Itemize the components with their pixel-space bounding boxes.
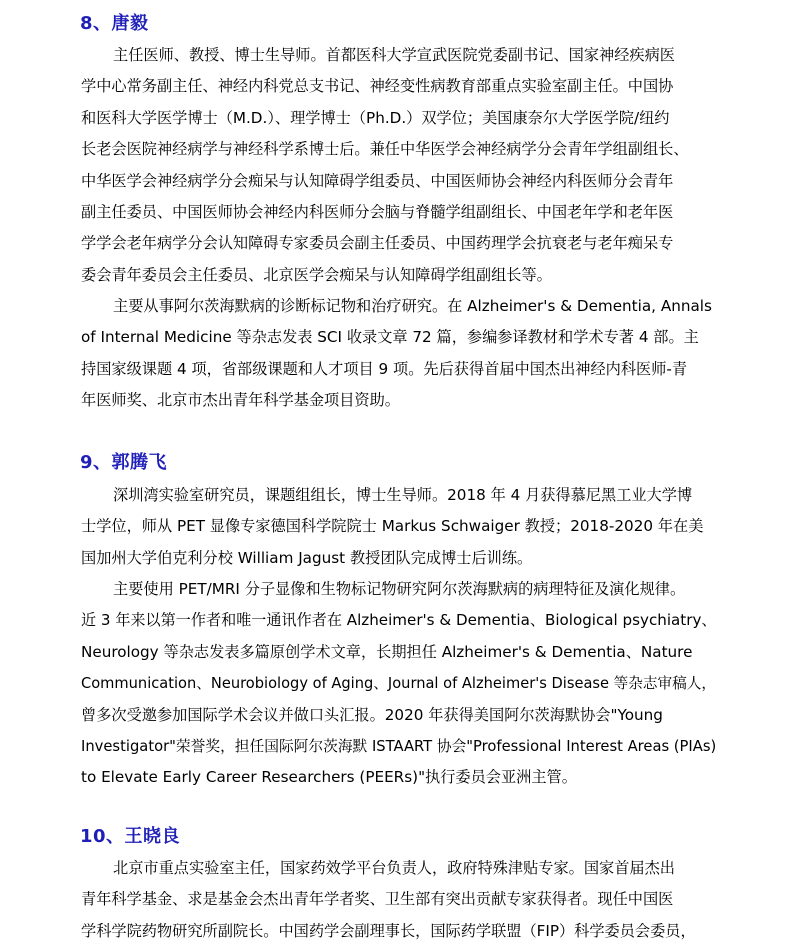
section-10-paragraph-1 — [81, 853, 716, 947]
text-line: 持国家级课题 4 项，省部级课题和人才项目 9 项。先后获得首届中国杰出神经内科医师-青 — [81, 359, 688, 378]
text-line: 学中心常务副主任、神经内科党总支书记、神经变性病教育部重点实验室副主任。中国协 — [81, 77, 674, 96]
text-line: 士学位，师从 PET 显像专家德国科学院院士 Markus Schwaiger 教授；2018-2020 年在美 — [81, 517, 704, 536]
section-8-paragraph-1 — [81, 40, 716, 291]
text-line: 曾多次受邀参加国际学术会议并做口头汇报。2020 年获得美国阿尔茨海默协会"Young — [81, 705, 663, 724]
text-line: to Elevate Early Career Researchers (PEERs)"执行委员会亚洲主管。 — [81, 768, 577, 787]
text-line: 主任医师、教授、博士生导师。首都医科大学宣武医院党委副书记、国家神经疾病医 — [113, 46, 675, 64]
text-line: 国加州大学伯克利分校 William Jagust 教授团队完成博士后训练。 — [81, 548, 533, 567]
text-line: 学学会老年病学分会认知障碍专家委员会副主任委员、中国药理学会抗衰老与老年痴呆专 — [81, 234, 674, 253]
text-line: 副主任委员、中国医师协会神经内科医师分会脑与脊髓学组副组长、中国老年学和老年医 — [81, 202, 674, 221]
text-line: 长老会医院神经病学与神经科学系博士后。兼任中华医学会神经病学分会青年学组副组长、 — [81, 140, 689, 159]
section-9-paragraph-1 — [81, 480, 716, 574]
text-line: 委会青年委员会主任委员、北京医学会痴呆与认知障碍学组副组长等。 — [81, 265, 552, 284]
text-line: 中华医学会神经病学分会痴呆与认知障碍学组委员、中国医师协会神经内科医师分会青年 — [81, 171, 674, 190]
section-heading-10: 10、王晓良 — [80, 826, 181, 847]
text-line: 和医科大学医学博士（M.D.）、理学博士（Ph.D.）双学位；美国康奈尔大学医学院/纽约 — [81, 108, 670, 127]
text-line: 北京市重点实验室主任，国家药效学平台负责人，政府特殊津贴专家。国家首届杰出 — [113, 859, 675, 877]
text-line: 近 3 年来以第一作者和唯一通讯作者在 Alzheimer's & Dementia、Biological psychiatry、 — [81, 611, 716, 630]
section-8-paragraph-2 — [81, 291, 716, 417]
text-line: 青年科学基金、求是基金会杰出青年学者奖、卫生部有突出贡献专家获得者。现任中国医 — [81, 890, 674, 909]
text-line: 年医师奖、北京市杰出青年科学基金项目资助。 — [81, 391, 400, 410]
section-9-paragraph-2 — [81, 574, 716, 794]
text-line: Communication、Neurobiology of Aging、Journal of Alzheimer's Disease 等杂志审稿人， — [81, 675, 716, 693]
text-line: Investigator"荣誉奖，担任国际阿尔茨海默 ISTAART 协会"Professional Interest Areas (PIAs) — [81, 737, 716, 755]
text-line: 深圳湾实验室研究员，课题组组长，博士生导师。2018 年 4 月获得慕尼黑工业大学博 — [113, 486, 693, 504]
section-heading-8: 8、唐毅 — [80, 13, 149, 34]
section-heading-9: 9、郭腾飞 — [80, 452, 168, 473]
text-line: of Internal Medicine 等杂志发表 SCI 收录文章 72 篇，参编参译教材和学术专著 4 部。主 — [81, 328, 699, 347]
text-line: 主要从事阿尔茨海默病的诊断标记物和治疗研究。在 Alzheimer's & Dementia, Annals — [113, 297, 712, 315]
text-line: Neurology 等杂志发表多篇原创学术文章，长期担任 Alzheimer's & Dementia、Nature — [81, 642, 693, 661]
text-line: 主要使用 PET/MRI 分子显像和生物标记物研究阿尔茨海默病的病理特征及演化规律。 — [113, 580, 686, 598]
text-line: 学科学院药物研究所副院长。中国药学会副理事长，国际药学联盟（FIP）科学委员会委员， — [81, 921, 696, 940]
